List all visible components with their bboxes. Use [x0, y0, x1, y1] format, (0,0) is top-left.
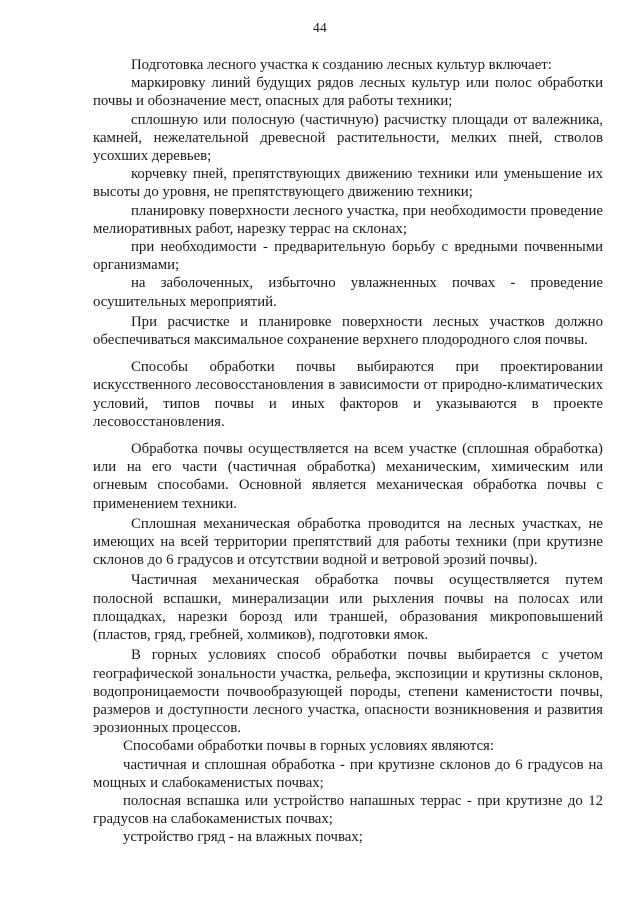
list-item-mountain-2: полосная вспашка или устройство напашных террас - при крутизне до 12 градусов на слабокаменистых почвах;: [93, 792, 603, 828]
list-item-marking: маркировку линий будущих рядов лесных культур или полос обработки почвы и обозначение мест, опасных для работы техники;: [93, 75, 603, 110]
list-item-drainage: на заболоченных, избыточно увлажненных почвах - проведение осушительных мероприятий.: [93, 275, 603, 310]
paragraph-continuous: Сплошная механическая обработка проводится на лесных участках, не имеющих на всей территории препятствий для работы техники (при крутизне склонов до 6 градусов и отсутствии водной и ветровой эрозий почвы).: [93, 515, 603, 569]
paragraph-methods: Способы обработки почвы выбираются при проектировании искусственного лесовосстановления в зависимости от природно-климатических условий, типов почвы и иных факторов и указываются в проекте лесовосстановления.: [93, 359, 603, 430]
list-item-leveling: планировку поверхности лесного участка, при необходимости проведение мелиоративных работ, нарезку террас на склонах;: [93, 202, 603, 237]
paragraph-intro: Подготовка лесного участка к созданию лесных культур включает:: [131, 57, 552, 73]
paragraph-treatment: Обработка почвы осуществляется на всем участке (сплошная обработка) или на его части (частичная обработка) механическим, химическим или огневым способами. Основной является механическая обработка почвы с применением техники.: [93, 441, 603, 512]
list-item-clearing: сплошную или полосную (частичную) расчистку площади от валежника, камней, нежелательной древесной растительности, мелких пней, стволов усохших деревьев;: [93, 111, 603, 165]
list-item-mountain-1: частичная и сплошная обработка - при крутизне склонов до 6 градусов на мощных и слабокаменистых почвах;: [93, 756, 603, 791]
list-item-stump-removal: корчевку пней, препятствующих движению техники или уменьшение их высоты до уровня, не препятствующего движению техники;: [93, 166, 603, 201]
document-body: [93, 56, 603, 847]
list-item-pest-control: при необходимости - предварительную борьбу с вредными почвенными организмами;: [93, 239, 603, 274]
paragraph-mountain: В горных условиях способ обработки почвы выбирается с учетом географической зональности участка, рельефа, экспозиции и крутизны склонов, водопроницаемости почвообразующей породы, степени каменистости почвы, размеров и доступности лесного участка, опасности возникновения и развития эрозионных процессов.: [93, 647, 603, 737]
page-number: 44: [313, 20, 327, 35]
list-item-mountain-3: устройство гряд - на влажных почвах;: [123, 829, 363, 846]
paragraph-topsoil: При расчистке и планировке поверхности лесных участков должно обеспечиваться максимальное сохранение верхнего плодородного слоя почвы.: [93, 313, 603, 349]
paragraph-partial: Частичная механическая обработка почвы осуществляется путем полосной вспашки, минерализации или рыхления почвы на полосах или площадках, нарезки борозд или траншей, образования микроповышений (пластов, гряд, гребней, холмиков), подготовки ямок.: [93, 572, 603, 644]
paragraph-mountain-methods: Способами обработки почвы в горных условиях являются:: [123, 738, 494, 755]
